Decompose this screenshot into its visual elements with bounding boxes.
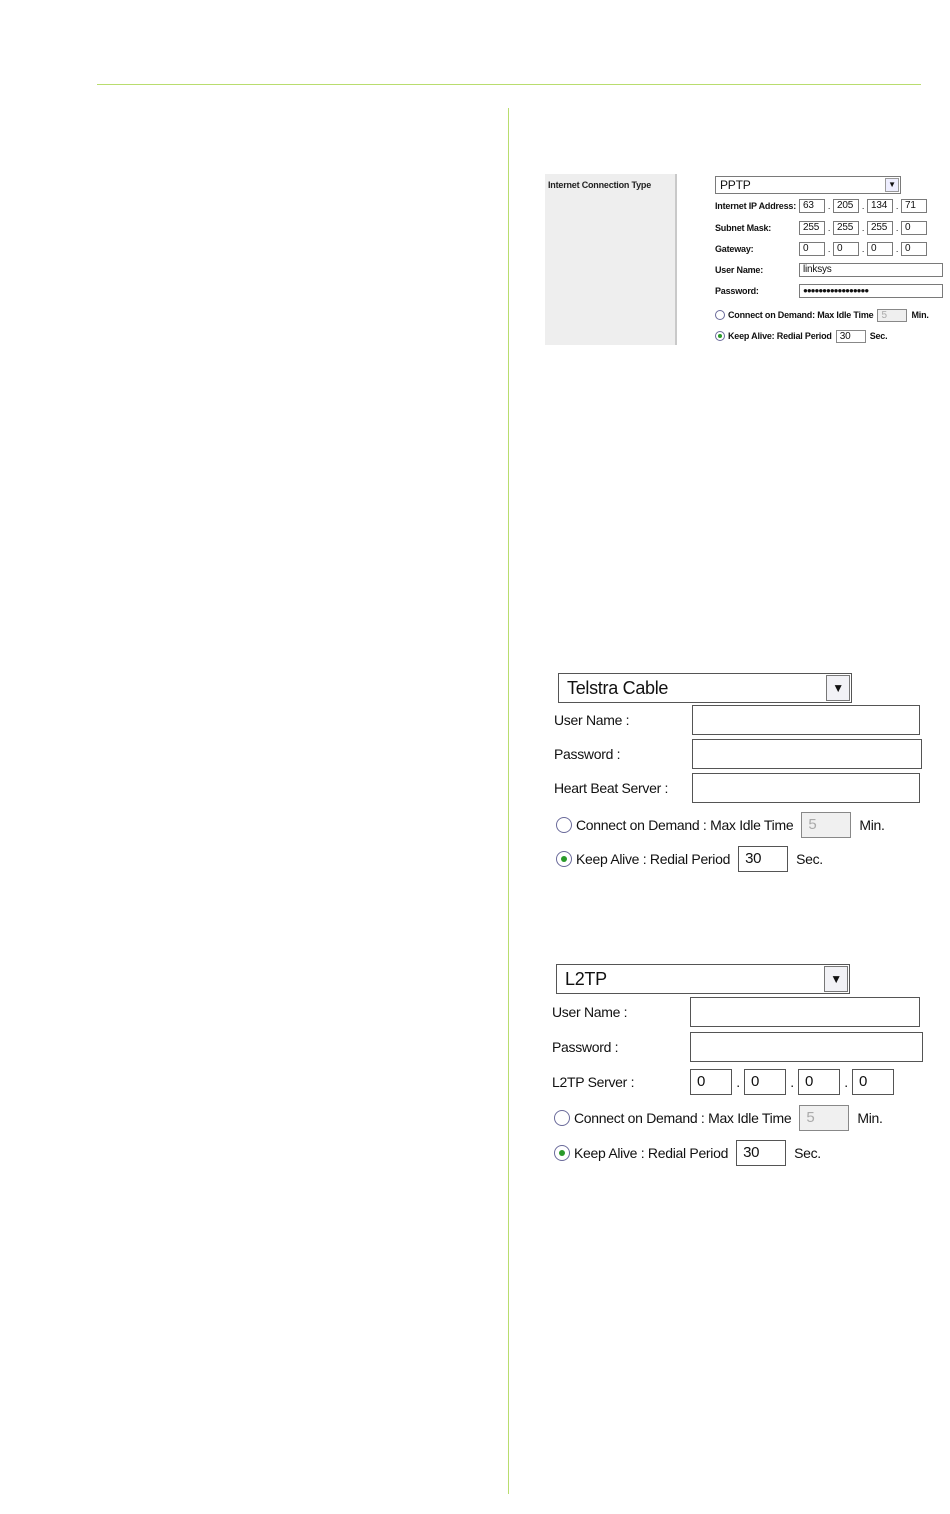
keep-alive-label: Keep Alive: Redial Period — [728, 331, 832, 341]
username-input[interactable]: linksys — [799, 263, 943, 277]
radio-unselected-icon[interactable] — [556, 817, 572, 833]
chevron-down-icon[interactable]: ▼ — [824, 966, 848, 992]
radio-selected-icon[interactable] — [556, 851, 572, 867]
keep-alive-row — [554, 1138, 821, 1168]
telstra-cable-form — [552, 672, 932, 882]
connect-on-demand-row — [556, 810, 885, 840]
mask-octet-1[interactable]: 255 — [799, 221, 825, 235]
radio-unselected-icon[interactable] — [715, 310, 725, 320]
keep-alive-row — [715, 328, 887, 344]
ip-octet-4[interactable]: 71 — [901, 199, 927, 213]
keep-alive-label: Keep Alive : Redial Period — [576, 851, 731, 867]
pptp-settings-screenshot — [545, 174, 945, 346]
username-row — [554, 705, 920, 735]
connect-on-demand-label: Connect on Demand : Max Idle Time — [576, 817, 794, 833]
password-label: Password : — [554, 746, 621, 762]
connect-on-demand-row — [554, 1103, 883, 1133]
heartbeat-server-row — [554, 773, 920, 803]
redial-period-input[interactable]: 30 — [738, 846, 788, 872]
ip-address-row: Internet IP Address: 63 . 205 . 134 . 71 — [715, 198, 927, 214]
password-input[interactable] — [692, 739, 922, 769]
username-label: User Name: — [715, 265, 764, 275]
l2tp-form — [550, 963, 930, 1173]
keep-alive-label: Keep Alive : Redial Period — [574, 1145, 729, 1161]
radio-unselected-icon[interactable] — [554, 1110, 570, 1126]
password-label: Password : — [552, 1039, 619, 1055]
max-idle-time-input[interactable]: 5 — [877, 309, 907, 322]
min-unit: Min. — [911, 310, 929, 320]
server-octet-3[interactable]: 0 — [798, 1069, 840, 1095]
server-octet-4[interactable]: 0 — [852, 1069, 894, 1095]
password-row — [554, 739, 922, 769]
connection-type-select[interactable]: PPTP ▼ — [715, 176, 901, 194]
password-input[interactable]: ●●●●●●●●●●●●●●●●● — [799, 284, 943, 298]
gateway-octet-4[interactable]: 0 — [901, 242, 927, 256]
connect-on-demand-label: Connect on Demand: Max Idle Time — [728, 310, 874, 320]
min-unit: Min. — [859, 817, 885, 833]
username-label: User Name : — [554, 712, 630, 728]
gateway-octet-2[interactable]: 0 — [833, 242, 859, 256]
max-idle-time-input[interactable]: 5 — [801, 812, 851, 838]
connection-type-select[interactable]: L2TP ▼ — [556, 964, 850, 994]
mask-octet-2[interactable]: 255 — [833, 221, 859, 235]
server-octet-1[interactable]: 0 — [690, 1069, 732, 1095]
subnet-mask-label: Subnet Mask: — [715, 223, 772, 233]
column-rule — [508, 108, 509, 1494]
connection-type-select[interactable]: Telstra Cable ▼ — [558, 673, 852, 703]
username-input[interactable] — [692, 705, 920, 735]
ip-address-label: Internet IP Address: — [715, 201, 797, 211]
server-octet-2[interactable]: 0 — [744, 1069, 786, 1095]
gateway-octet-3[interactable]: 0 — [867, 242, 893, 256]
subnet-mask-row: Subnet Mask: 255 . 255 . 255 . 0 — [715, 220, 927, 236]
chevron-down-icon[interactable]: ▼ — [826, 675, 850, 701]
redial-period-input[interactable]: 30 — [736, 1140, 786, 1166]
sec-unit: Sec. — [796, 851, 823, 867]
max-idle-time-input[interactable]: 5 — [799, 1105, 849, 1131]
password-row — [552, 1032, 923, 1062]
sec-unit: Sec. — [794, 1145, 821, 1161]
password-input[interactable] — [690, 1032, 923, 1062]
gateway-row: Gateway: 0 . 0 . 0 . 0 — [715, 241, 927, 257]
gateway-label: Gateway: — [715, 244, 754, 254]
ip-octet-2[interactable]: 205 — [833, 199, 859, 213]
ip-octet-1[interactable]: 63 — [799, 199, 825, 213]
radio-selected-icon[interactable] — [715, 331, 725, 341]
username-row — [552, 997, 920, 1027]
l2tp-server-label: L2TP Server : — [552, 1074, 635, 1090]
mask-octet-3[interactable]: 255 — [867, 221, 893, 235]
radio-selected-icon[interactable] — [554, 1145, 570, 1161]
username-label: User Name : — [552, 1004, 628, 1020]
mask-octet-4[interactable]: 0 — [901, 221, 927, 235]
username-input[interactable] — [690, 997, 920, 1027]
username-row — [715, 262, 943, 278]
redial-period-input[interactable]: 30 — [836, 330, 866, 343]
password-label: Password: — [715, 286, 759, 296]
chevron-down-icon[interactable]: ▼ — [885, 178, 899, 192]
connect-on-demand-label: Connect on Demand : Max Idle Time — [574, 1110, 792, 1126]
l2tp-server-row: L2TP Server : 0 . 0 . 0 . 0 — [552, 1067, 894, 1097]
gateway-octet-1[interactable]: 0 — [799, 242, 825, 256]
heartbeat-server-input[interactable] — [692, 773, 920, 803]
heartbeat-server-label: Heart Beat Server : — [554, 780, 669, 796]
sidebar — [545, 174, 677, 345]
keep-alive-row — [556, 844, 823, 874]
top-rule — [97, 84, 921, 85]
connect-on-demand-row — [715, 307, 929, 323]
sidebar-title: Internet Connection Type — [548, 180, 652, 190]
sec-unit: Sec. — [869, 331, 888, 341]
ip-octet-3[interactable]: 134 — [867, 199, 893, 213]
min-unit: Min. — [857, 1110, 883, 1126]
password-row — [715, 283, 943, 299]
